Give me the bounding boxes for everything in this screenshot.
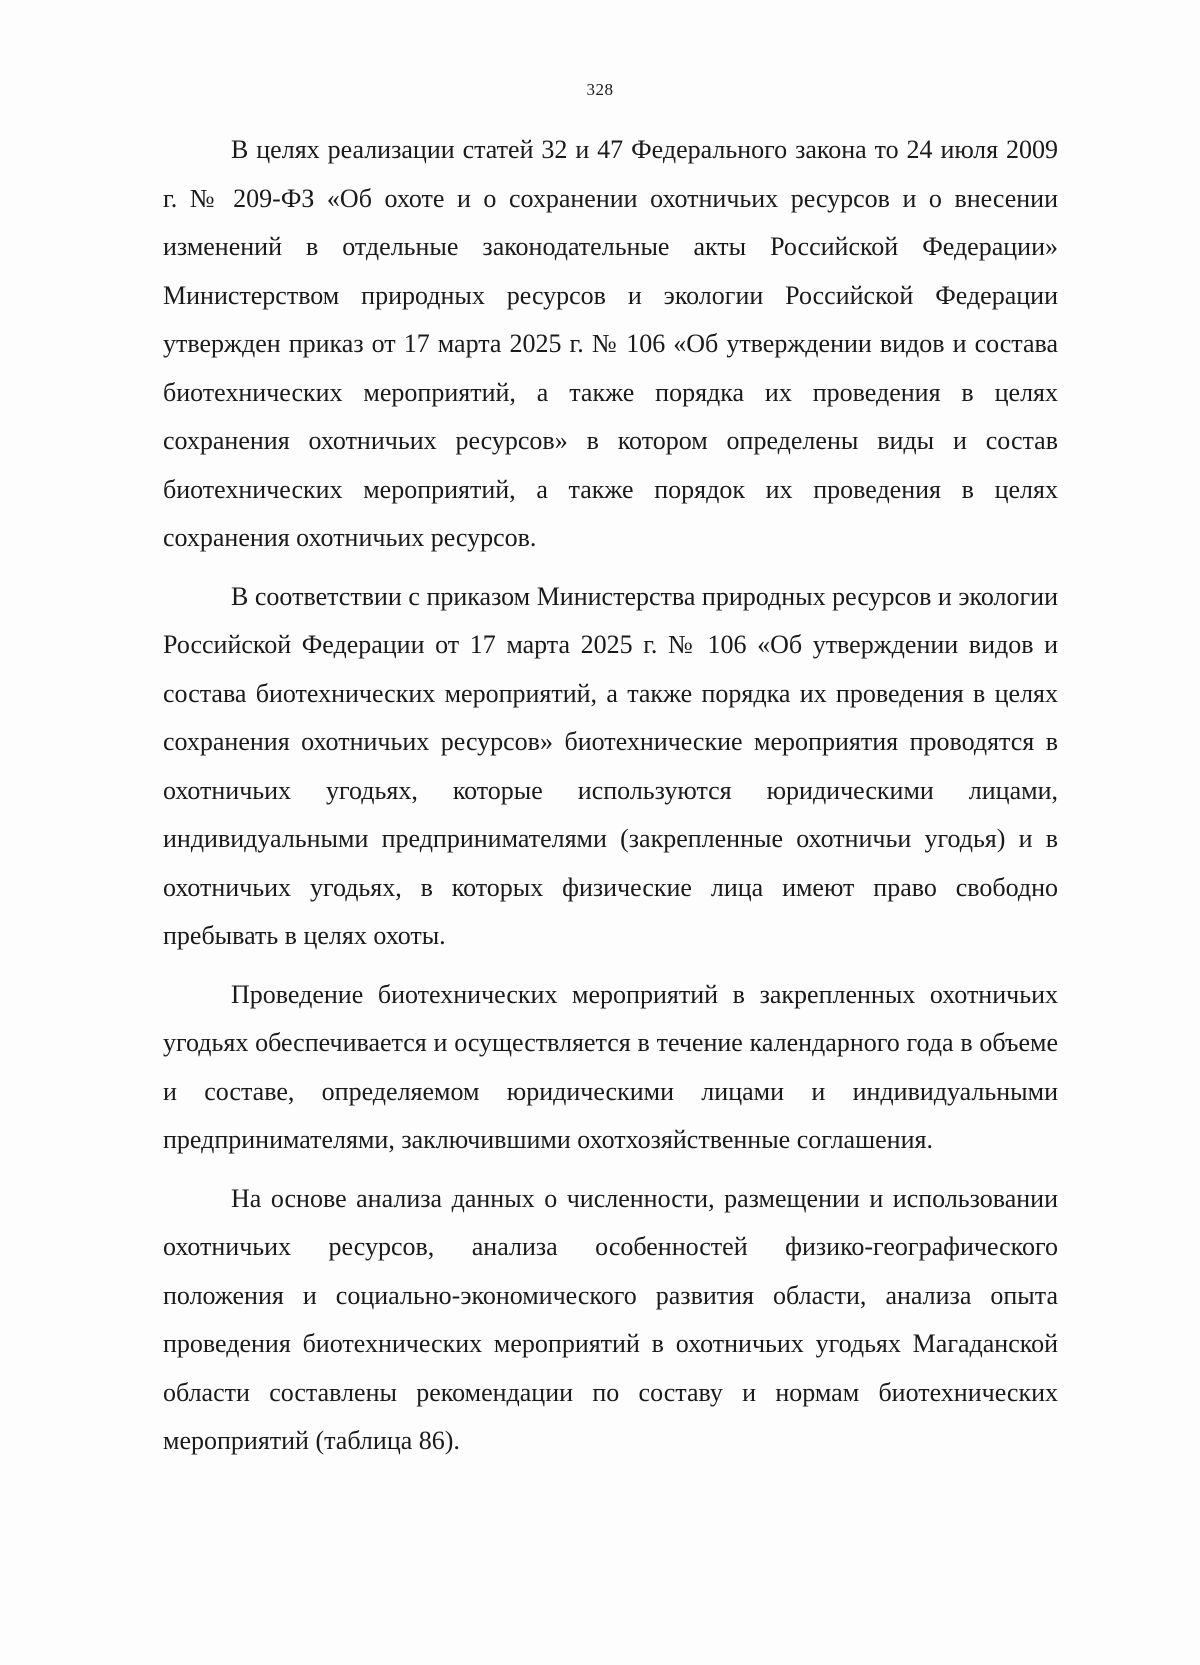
page-number: 328 [586, 80, 614, 99]
document-body [163, 126, 1058, 1466]
paragraph-recommendations: На основе анализа данных о численности, размещении и использовании охотничьих ресурсов, анализа особенностей физико-географического положения и социально-экономического развития области, анализа опыта проведения биотехнических мероприятий в охотничьих угодьях Магаданской области составлены рекомендации по составу и нормам биотехнических мероприятий (таблица 86). [163, 1183, 1058, 1455]
paragraph-hunting-law: В целях реализации статей 32 и 47 Федерального закона то 24 июля 2009 г. № 209-ФЗ «Об охоте и о сохранении охотничьих ресурсов и о внесении изменений в отдельные законодательные акты Российской Федерации» Министерством природных ресурсов и экологии Российской Федерации утвержден приказ от 17 марта 2025 г. № 106 «Об утверждении видов и состава биотехнических мероприятий, а также порядка их проведения в целях сохранения охотничьих ресурсов» в котором определены виды и состав биотехнических мероприятий, а также порядок их проведения в целях сохранения охотничьих ресурсов. [163, 135, 1058, 552]
paragraph-assigned-grounds: Проведение биотехнических мероприятий в закрепленных охотничьих угодьях обеспечивается и осуществляется в течение календарного года в объеме и составе, определяемом юридическими лицами и индивидуальными предпринимателями, заключившими охотхозяйственные соглашения. [163, 979, 1058, 1154]
paragraph-ministry-order: В соответствии с приказом Министерства природных ресурсов и экологии Российской Федерации от 17 марта 2025 г. № 106 «Об утверждении видов и состава биотехнических мероприятий, а также порядка их проведения в целях сохранения охотничьих ресурсов» биотехнические мероприятия проводятся в охотничьих угодьях, которые используются юридическими лицами, индивидуальными предпринимателями (закрепленные охотничьи угодья) и в охотничьих угодьях, в которых физические лица имеют право свободно пребывать в целях охоты. [163, 581, 1058, 950]
